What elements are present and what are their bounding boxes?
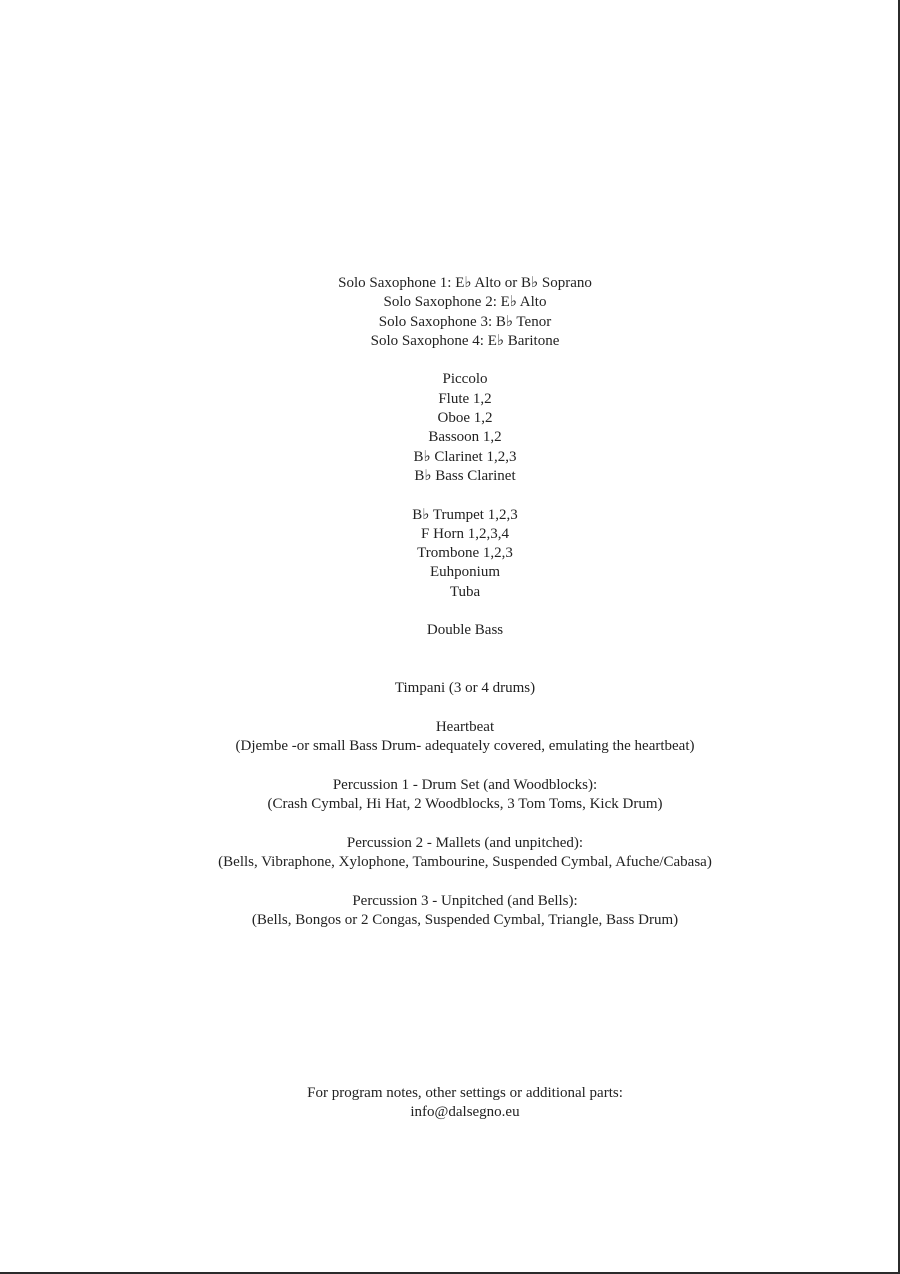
instrument-line: Heartbeat: [435, 718, 495, 735]
instrument-line: Euhponium: [430, 564, 500, 581]
instrument-line: Solo Saxophone 3: B♭ Tenor: [378, 313, 552, 330]
instrumentation-list: [0, 274, 900, 930]
instrument-detail: (Djembe -or small Bass Drum- adequately covered, emulating the heartbeat): [235, 738, 695, 755]
spacer: [0, 699, 900, 718]
heartbeat-group: [0, 718, 900, 757]
footer-contact: [0, 1084, 900, 1123]
percussion-3-group: [0, 892, 900, 931]
spacer: [0, 756, 900, 775]
instrument-detail: (Bells, Bongos or 2 Congas, Suspended Cymbal, Triangle, Bass Drum): [251, 911, 679, 928]
instrument-line: B♭ Trumpet 1,2,3: [412, 506, 518, 523]
instrument-line: Solo Saxophone 1: E♭ Alto or B♭ Soprano: [338, 275, 592, 291]
spacer: [0, 486, 900, 505]
instrument-line: Timpani (3 or 4 drums): [394, 680, 536, 697]
spacer: [0, 872, 900, 891]
instrument-line: F Horn 1,2,3,4: [421, 525, 509, 542]
strings-group: [0, 621, 900, 640]
instrument-detail: (Bells, Vibraphone, Xylophone, Tambourine, Suspended Cymbal, Afuche/Cabasa): [218, 853, 712, 870]
instrument-line: Percussion 3 - Unpitched (and Bells):: [352, 892, 578, 909]
instrument-line: Solo Saxophone 2: E♭ Alto: [383, 294, 547, 311]
instrument-line: Double Bass: [426, 622, 504, 639]
spacer: [0, 602, 900, 621]
instrument-line: Oboe 1,2: [437, 410, 493, 427]
instrument-line: Piccolo: [442, 371, 488, 388]
percussion-1-group: [0, 776, 900, 815]
instrument-line: Percussion 2 - Mallets (and unpitched):: [346, 834, 584, 851]
instrument-line: Solo Saxophone 4: E♭ Baritone: [370, 332, 560, 349]
spacer: [0, 351, 900, 370]
percussion-2-group: [0, 834, 900, 873]
instrument-line: Tuba: [449, 583, 481, 600]
instrument-line: B♭ Clarinet 1,2,3: [413, 448, 517, 465]
brass-group: [0, 506, 900, 602]
woodwinds-group: [0, 370, 900, 486]
timpani-group: [0, 679, 900, 698]
footer-note: For program notes, other settings or additional parts:: [307, 1085, 623, 1101]
solo-saxophones-group: [0, 274, 900, 351]
instrument-line: Percussion 1 - Drum Set (and Woodblocks):: [332, 776, 598, 793]
instrument-line: B♭ Bass Clarinet: [414, 467, 516, 484]
instrument-line: Bassoon 1,2: [428, 429, 502, 446]
spacer: [0, 641, 900, 680]
instrument-line: Flute 1,2: [438, 390, 492, 407]
instrument-line: Trombone 1,2,3: [417, 545, 513, 562]
spacer: [0, 814, 900, 833]
instrument-detail: (Crash Cymbal, Hi Hat, 2 Woodblocks, 3 Tom Toms, Kick Drum): [267, 796, 663, 813]
contact-email: info@dalsegno.eu: [410, 1104, 520, 1121]
